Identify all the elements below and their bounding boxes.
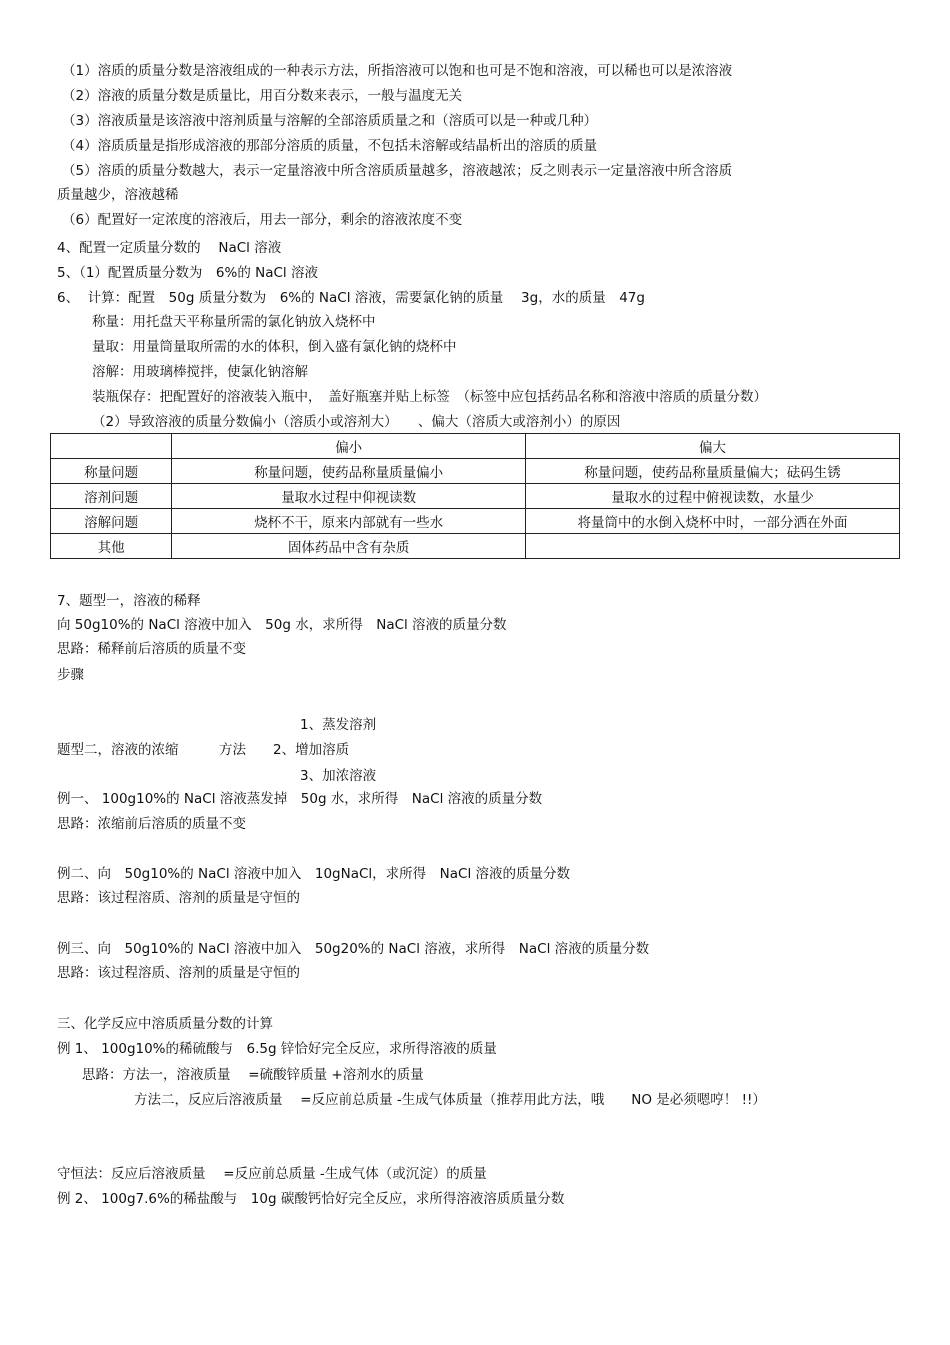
error-analysis-table xyxy=(50,433,900,559)
table-cell: 其他 xyxy=(51,534,172,559)
text-line: （2）溶液的质量分数是质量比，用百分数来表示，一般与温度无关 xyxy=(62,88,463,104)
text-line: 质量越少，溶液越稀 xyxy=(57,187,179,203)
text-line: 7、题型一，溶液的稀释 xyxy=(57,593,201,609)
table-cell: 溶解问题 xyxy=(51,509,172,534)
table-cell: 量取水过程中仰视读数 xyxy=(172,484,526,509)
text-line: 3、加浓溶液 xyxy=(300,768,377,784)
text-line: （3）溶液质量是该溶液中溶剂质量与溶解的全部溶质质量之和（溶质可以是一种或几种） xyxy=(62,113,598,129)
text-line: 4、配置一定质量分数的 NaCl 溶液 xyxy=(57,240,282,256)
table-cell: 将量筒中的水倒入烧杯中时，一部分洒在外面 xyxy=(526,509,900,534)
text-line: 例 1、 100g10%的稀硫酸与 6.5g 锌恰好完全反应，求所得溶液的质量 xyxy=(57,1041,497,1057)
text-line: 守恒法：反应后溶液质量 =反应前总质量 -生成气体（或沉淀）的质量 xyxy=(57,1166,487,1182)
text-line: 思路：方法一，溶液质量 =硫酸锌质量 +溶剂水的质量 xyxy=(82,1067,424,1083)
table-cell: 称量问题，使药品称量质量偏小 xyxy=(172,459,526,484)
text-line: 例三、向 50g10%的 NaCl 溶液中加入 50g20%的 NaCl 溶液，求所得 NaCl 溶液的质量分数 xyxy=(57,941,650,957)
table-cell: 量取水的过程中俯视读数，水量少 xyxy=(526,484,900,509)
text-line: 思路：浓缩前后溶质的质量不变 xyxy=(57,816,246,832)
text-line: 1、蒸发溶剂 xyxy=(300,717,377,733)
text-line: 题型二，溶液的浓缩 方法 2、增加溶质 xyxy=(57,742,350,758)
text-line: （2）导致溶液的质量分数偏小（溶质小或溶剂大） 、偏大（溶质大或溶剂小）的原因 xyxy=(92,414,621,430)
text-line: 三、化学反应中溶质质量分数的计算 xyxy=(57,1016,273,1032)
text-line: （1）溶质的质量分数是溶液组成的一种表示方法，所指溶液可以饱和也可是不饱和溶液，可以稀也可以是浓溶液 xyxy=(62,63,733,79)
table-header-row xyxy=(51,434,900,459)
text-line: （5）溶质的质量分数越大，表示一定量溶液中所含溶质质量越多，溶液越浓；反之则表示一定量溶液中所含溶质 xyxy=(62,163,733,179)
table-row xyxy=(51,534,900,559)
text-line: 向 50g10%的 NaCl 溶液中加入 50g 水，求所得 NaCl 溶液的质量分数 xyxy=(57,617,507,633)
text-line: 装瓶保存：把配置好的溶液装入瓶中， 盖好瓶塞并贴上标签 （标签中应包括药品名称和溶液中溶质的质量分数） xyxy=(92,389,767,405)
text-line: 步骤 xyxy=(57,667,84,683)
text-line: 5、（1）配置质量分数为 6%的 NaCl 溶液 xyxy=(57,265,318,281)
table-row xyxy=(51,484,900,509)
table-header-cell xyxy=(51,434,172,459)
text-line: 思路：稀释前后溶质的质量不变 xyxy=(57,641,246,657)
text-line: 例 2、 100g7.6%的稀盐酸与 10g 碳酸钙恰好完全反应，求所得溶液溶质质量分数 xyxy=(57,1191,565,1207)
text-line: 思路：该过程溶质、溶剂的质量是守恒的 xyxy=(57,965,300,981)
table-cell: 溶剂问题 xyxy=(51,484,172,509)
text-line: 溶解：用玻璃棒搅拌，使氯化钠溶解 xyxy=(92,364,308,380)
table-cell: 烧杯不干，原来内部就有一些水 xyxy=(172,509,526,534)
table-header-cell: 偏大 xyxy=(526,434,900,459)
table-header-cell: 偏小 xyxy=(172,434,526,459)
text-line: 方法二，反应后溶液质量 =反应前总质量 -生成气体质量（推荐用此方法，哦 NO 是必须嗯哼！ !!） xyxy=(134,1092,766,1108)
text-line: 称量：用托盘天平称量所需的氯化钠放入烧杯中 xyxy=(92,314,376,330)
table-cell xyxy=(526,534,900,559)
table-cell: 称量问题，使药品称量质量偏大；砝码生锈 xyxy=(526,459,900,484)
text-line: 例一、 100g10%的 NaCl 溶液蒸发掉 50g 水，求所得 NaCl 溶液的质量分数 xyxy=(57,791,543,807)
text-line: 量取：用量筒量取所需的水的体积，倒入盛有氯化钠的烧杯中 xyxy=(92,339,457,355)
text-line: 例二、向 50g10%的 NaCl 溶液中加入 10gNaCl，求所得 NaCl 溶液的质量分数 xyxy=(57,866,571,882)
table-row xyxy=(51,459,900,484)
text-line: （6）配置好一定浓度的溶液后，用去一部分，剩余的溶液浓度不变 xyxy=(62,212,463,228)
table-cell: 固体药品中含有杂质 xyxy=(172,534,526,559)
table-row xyxy=(51,509,900,534)
text-line: （4）溶质质量是指形成溶液的那部分溶质的质量，不包括未溶解或结晶析出的溶质的质量 xyxy=(62,138,598,154)
text-line: 思路：该过程溶质、溶剂的质量是守恒的 xyxy=(57,890,300,906)
text-line: 6、 计算：配置 50g 质量分数为 6%的 NaCl 溶液，需要氯化钠的质量 3g，水的质量 47g xyxy=(57,290,645,306)
table-cell: 称量问题 xyxy=(51,459,172,484)
